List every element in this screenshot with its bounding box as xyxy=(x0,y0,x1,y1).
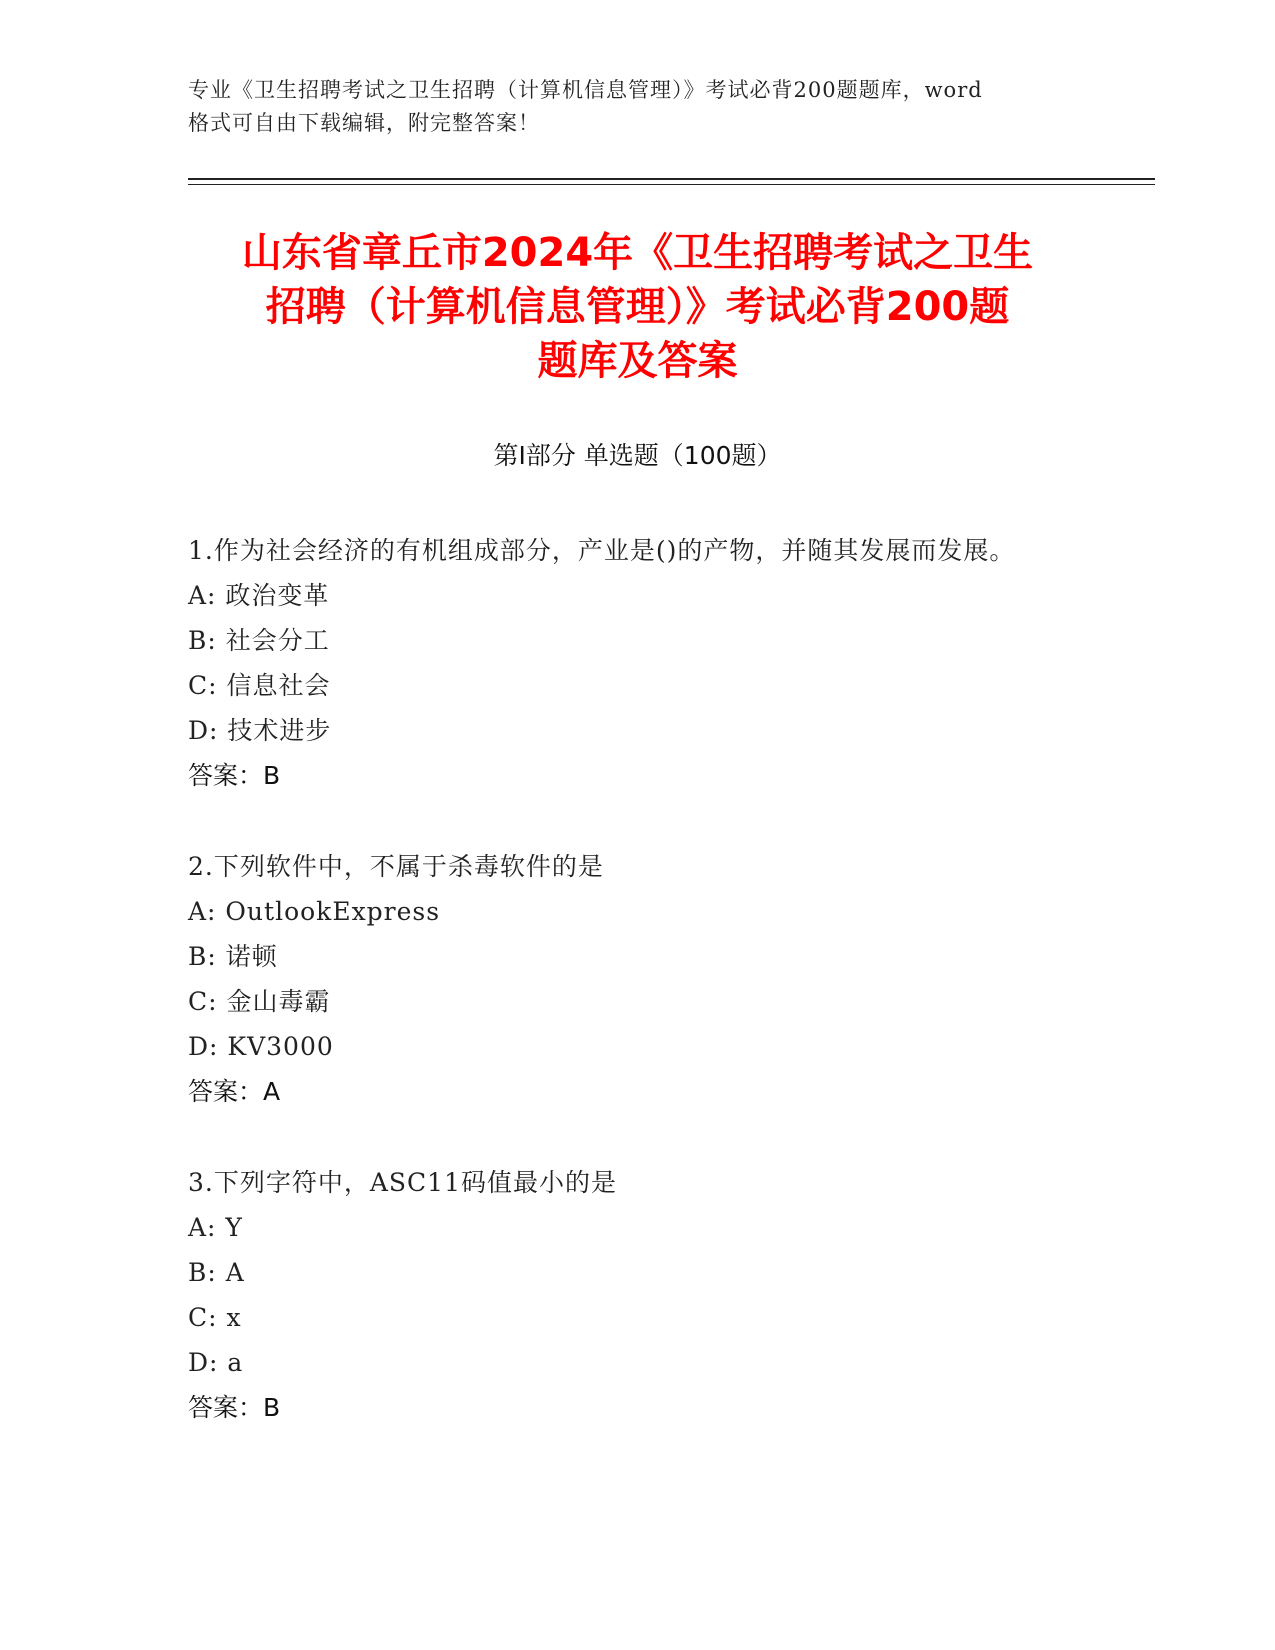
option-c: C: 金山毒霸 xyxy=(188,987,331,1016)
answer: 答案：B xyxy=(188,761,281,790)
question-1 xyxy=(188,528,1088,798)
question-text: 2.下列软件中，不属于杀毒软件的是 xyxy=(188,852,604,881)
question-2 xyxy=(188,844,1088,1114)
header-note-line-1: 专业《卫生招聘考试之卫生招聘（计算机信息管理）》考试必背200题题库，word xyxy=(188,78,983,102)
option-c: C: x xyxy=(188,1303,242,1332)
option-b: B: A xyxy=(188,1258,245,1287)
option-c: C: 信息社会 xyxy=(188,671,331,700)
option-a: A: 政治变革 xyxy=(188,581,330,610)
answer: 答案：A xyxy=(188,1077,281,1106)
question-list xyxy=(188,528,1088,1476)
option-b: B: 社会分工 xyxy=(188,626,330,655)
option-d: D: 技术进步 xyxy=(188,716,332,745)
header-note-line-2: 格式可自由下载编辑，附完整答案！ xyxy=(188,111,540,135)
option-a: A: OutlookExpress xyxy=(188,897,441,926)
option-d: D: KV3000 xyxy=(188,1032,334,1061)
option-a: A: Y xyxy=(188,1213,243,1242)
document-title-line-3: 题库及答案 xyxy=(537,338,738,384)
document-title-line-2: 招聘（计算机信息管理）》考试必背200题 xyxy=(265,284,1010,330)
question-text: 3.下列字符中，ASC11码值最小的是 xyxy=(188,1168,617,1197)
section-title: 第Ⅰ部分 单选题（100题） xyxy=(493,441,782,470)
header-note xyxy=(188,74,1088,140)
document-title xyxy=(150,226,1125,388)
document-title-line-1: 山东省章丘市2024年《卫生招聘考试之卫生 xyxy=(241,230,1034,276)
question-3 xyxy=(188,1160,1088,1430)
question-text: 1.作为社会经济的有机组成部分，产业是()的产物，并随其发展而发展。 xyxy=(188,536,1016,565)
option-d: D: a xyxy=(188,1348,244,1377)
header-divider-thin xyxy=(188,184,1155,185)
option-b: B: 诺顿 xyxy=(188,942,278,971)
header-divider-thick xyxy=(188,178,1155,180)
answer: 答案：B xyxy=(188,1393,281,1422)
